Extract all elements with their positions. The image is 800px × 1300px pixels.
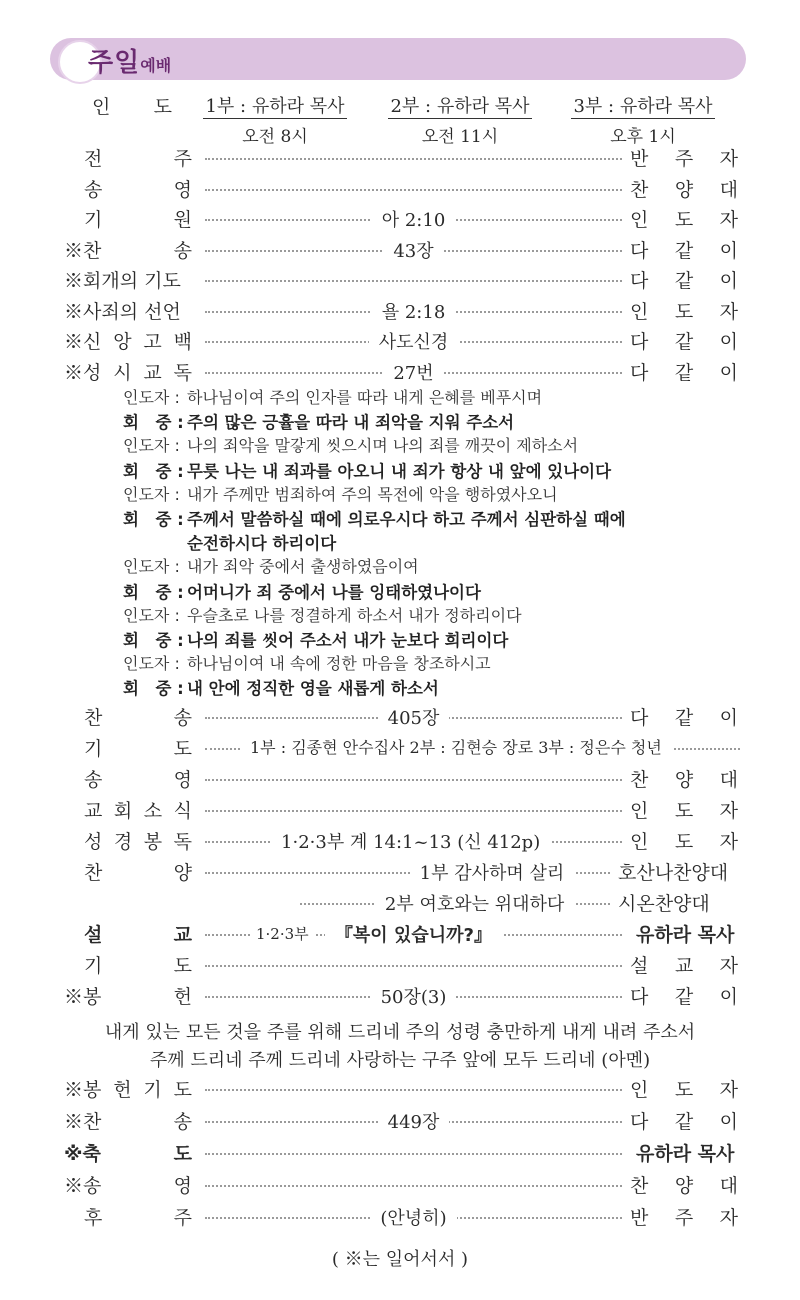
reading-speaker: 인도자 : <box>123 388 180 407</box>
order-item-leader: 인 도 자 <box>630 1079 738 1101</box>
reading-line-leader <box>123 385 542 408</box>
reading-text: 내가 죄악 중에서 출생하였음이여 <box>187 557 419 577</box>
reading-speaker: 회 중 : <box>123 679 184 699</box>
order-row <box>0 703 800 733</box>
order-item-leader: 다 같 이 <box>630 239 738 262</box>
section-title <box>88 42 171 79</box>
order-item-label: 후 주 <box>84 1207 192 1229</box>
order-item-label: 기 도 <box>84 955 192 977</box>
order-item-detail: 1부 감사하며 살리 <box>410 859 575 885</box>
order-row <box>0 1075 800 1105</box>
order-item-detail: 43장 <box>383 237 443 263</box>
leader-label: 인 도 <box>92 96 172 118</box>
dotted-leader <box>205 1153 622 1155</box>
order-row <box>0 734 800 764</box>
reading-speaker: 인도자 : <box>123 436 180 456</box>
order-row <box>0 889 800 919</box>
reading-speaker: 회 중 : <box>123 510 184 529</box>
section-title-sub: 예배 <box>140 56 172 75</box>
order-row <box>0 1203 800 1233</box>
service-2-name: 2부 : 유하라 목사 <box>390 96 530 117</box>
reading-text: 무릇 나는 내 죄과를 아오니 내 죄가 항상 내 앞에 있나이다 <box>187 461 612 481</box>
order-item-leader: 호산나찬양대 <box>612 858 728 885</box>
order-row <box>0 951 800 981</box>
reading-speaker: 인도자 : <box>123 557 180 577</box>
reading-line-leader <box>123 554 419 577</box>
order-item-detail: 사도신경 <box>369 328 459 354</box>
order-item-label: 교 회 소 식 <box>84 800 192 822</box>
reading-speaker: 인도자 : <box>123 654 180 674</box>
order-item-detail: 50장(3) <box>371 983 457 1009</box>
order-item-leader: 다 같 이 <box>630 331 738 353</box>
order-item-leader: 다 같 이 <box>630 986 738 1008</box>
order-row <box>0 297 800 327</box>
offering-lyrics-line-2: 주께 드리네 주께 드리네 사랑하는 구주 앞에 모두 드리네 (아멘) <box>149 1050 651 1071</box>
reading-line-congregation <box>123 506 626 530</box>
reading-text: 내가 주께만 범죄하여 주의 목전에 악을 행하였사오니 <box>187 484 558 504</box>
offering-lyrics-line-1: 내게 있는 모든 것을 주를 위해 드리네 주의 성령 충만하게 내게 내려 주소서 <box>104 1022 696 1043</box>
reading-text: 나의 죄악을 말갛게 씻으시며 나의 죄를 깨끗이 제하소서 <box>187 436 579 456</box>
order-item-detail: 아 2:10 <box>372 206 456 232</box>
order-item-detail: 1부 : 김종현 안수집사 2부 : 김현승 장로 3부 : 정은수 청년 <box>240 735 672 758</box>
reading-text: 하나님이여 내 속에 정한 마음을 창조하시고 <box>187 654 491 674</box>
order-item-detail: 욜 2:18 <box>372 298 456 324</box>
order-item-detail: (안녕히) <box>370 1204 456 1230</box>
order-row <box>0 1171 800 1201</box>
reading-line-congregation <box>123 627 508 651</box>
service-1 <box>200 92 350 147</box>
order-item-label: 찬 양 <box>84 862 192 884</box>
service-2-time: 오전 11시 <box>421 127 499 147</box>
order-item-leader: 인 도 자 <box>630 831 738 853</box>
reading-text: 우슬초로 나를 정결하게 하소서 내가 정하리이다 <box>187 605 522 625</box>
order-row <box>0 266 800 296</box>
reading-line-congregation <box>123 530 336 554</box>
service-times <box>0 90 800 147</box>
order-row <box>0 827 800 857</box>
order-row <box>0 1107 800 1137</box>
reading-line-congregation <box>123 409 514 433</box>
reading-line-leader <box>123 651 491 674</box>
standing-footnote: ( ※는 일어서서 ) <box>331 1249 469 1270</box>
order-item-leader: 찬 양 대 <box>630 1175 738 1197</box>
dotted-leader <box>205 158 622 160</box>
order-item-label: ※성 시 교 독 <box>64 361 192 384</box>
reading-line-leader <box>123 603 522 626</box>
order-item-label: ※신 앙 고 백 <box>64 331 192 353</box>
order-item-leader: 찬 양 대 <box>630 769 738 791</box>
order-row <box>0 144 800 174</box>
reading-speaker: 회 중 : <box>123 413 184 433</box>
dotted-leader <box>205 189 622 191</box>
order-item-label: ※봉 헌 기 도 <box>64 1079 192 1101</box>
order-item-label: 송 영 <box>84 178 192 201</box>
order-row <box>0 1139 800 1169</box>
order-item-label: ※송 영 <box>64 1175 192 1197</box>
reading-text: 주의 많은 긍휼을 따라 내 죄악을 지워 주소서 <box>187 413 515 433</box>
reading-speaker: 인도자 : <box>123 605 180 625</box>
reading-speaker: 회 중 : <box>123 582 184 602</box>
reading-speaker: 회 중 : <box>123 461 184 481</box>
order-row <box>0 358 800 388</box>
service-2 <box>385 92 535 147</box>
order-item-detail: 2부 여호와는 위대하다 <box>375 890 574 916</box>
order-item-leader: 유하라 목사 <box>630 1139 734 1166</box>
order-item-label: 찬 송 <box>84 707 192 729</box>
service-1-time: 오전 8시 <box>242 127 308 147</box>
order-item-label: ※회개의 기도 <box>64 270 181 292</box>
order-row <box>0 236 800 266</box>
reading-text: 주께서 말씀하실 때에 의로우시다 하고 주께서 심판하실 때에 <box>187 510 626 529</box>
order-item-leader: 다 같 이 <box>630 270 738 292</box>
order-item-leader: 다 같 이 <box>630 1111 738 1133</box>
order-item-leader: 반 주 자 <box>630 148 738 170</box>
order-item-detail: 405장 <box>378 704 450 730</box>
reading-text: 하나님이여 주의 인자를 따라 내게 은혜를 베푸시며 <box>187 388 543 407</box>
dotted-leader <box>205 1089 622 1091</box>
dotted-leader <box>205 965 622 967</box>
order-item-detail: 27번 <box>383 359 443 385</box>
dotted-leader <box>205 1185 622 1187</box>
order-item-label: 전 주 <box>84 148 192 170</box>
service-3 <box>568 92 718 147</box>
order-item-leader: 설 교 자 <box>630 955 738 977</box>
order-row <box>0 858 800 888</box>
dotted-leader <box>205 810 622 812</box>
reading-speaker: 회 중 : <box>123 631 184 650</box>
reading-line-leader <box>123 482 558 505</box>
order-item-leader: 시온찬양대 <box>612 889 710 916</box>
reading-text: 순전하시다 하리이다 <box>187 534 337 554</box>
order-item-label: 설 교 <box>84 924 192 946</box>
order-item-label: 성 경 봉 독 <box>84 831 192 853</box>
reading-line-congregation <box>123 579 481 603</box>
dotted-leader <box>205 280 622 282</box>
order-item-leader: 인 도 자 <box>630 300 738 323</box>
service-1-name: 1부 : 유하라 목사 <box>205 96 345 117</box>
order-item-label: 송 영 <box>84 769 192 791</box>
section-title-main: 주일 <box>88 48 141 78</box>
order-row <box>0 982 800 1012</box>
order-item-label: ※축 도 <box>64 1143 192 1165</box>
order-item-leader: 반 주 자 <box>630 1207 738 1229</box>
service-3-name: 3부 : 유하라 목사 <box>573 96 713 117</box>
order-item-leader: 다 같 이 <box>630 361 738 384</box>
order-item-leader: 인 도 자 <box>630 209 738 231</box>
order-item-detail: 1·2·3부 계 14:1~13 (신 412p) <box>271 828 550 854</box>
order-item-leader: 유하라 목사 <box>630 920 734 947</box>
order-item-leader: 다 같 이 <box>630 707 738 729</box>
service-3-time: 오후 1시 <box>610 127 676 147</box>
order-row <box>0 327 800 357</box>
reading-text: 나의 죄를 씻어 주소서 내가 눈보다 희리이다 <box>187 631 509 650</box>
order-item-leader: 찬 양 대 <box>630 178 738 201</box>
order-row <box>0 765 800 795</box>
order-item-label: ※사죄의 선언 <box>64 300 181 323</box>
order-item-label: ※찬 송 <box>64 1111 192 1133</box>
reading-line-congregation <box>123 675 439 699</box>
reading-line-leader <box>123 433 578 456</box>
order-item-detail: 449장 <box>378 1108 450 1134</box>
order-item-label: 기 도 <box>84 738 192 760</box>
order-row <box>0 796 800 826</box>
dotted-leader <box>205 779 622 781</box>
order-item-label: ※봉 헌 <box>64 986 192 1008</box>
order-item-label: 기 원 <box>84 209 192 231</box>
reading-line-congregation <box>123 458 611 482</box>
order-item-detail: 『복이 있습니까?』 <box>325 921 502 947</box>
sermon-services: 1·2·3부 <box>250 923 315 944</box>
order-item-leader: 인 도 자 <box>630 800 738 822</box>
reading-speaker: 인도자 : <box>123 484 180 504</box>
order-row <box>0 205 800 235</box>
reading-text: 어머니가 죄 중에서 나를 잉태하였나이다 <box>187 582 481 602</box>
reading-text: 내 안에 정직한 영을 새롭게 하소서 <box>187 679 439 699</box>
order-item-label: ※찬 송 <box>64 239 192 262</box>
order-row <box>0 920 800 950</box>
order-row <box>0 175 800 205</box>
